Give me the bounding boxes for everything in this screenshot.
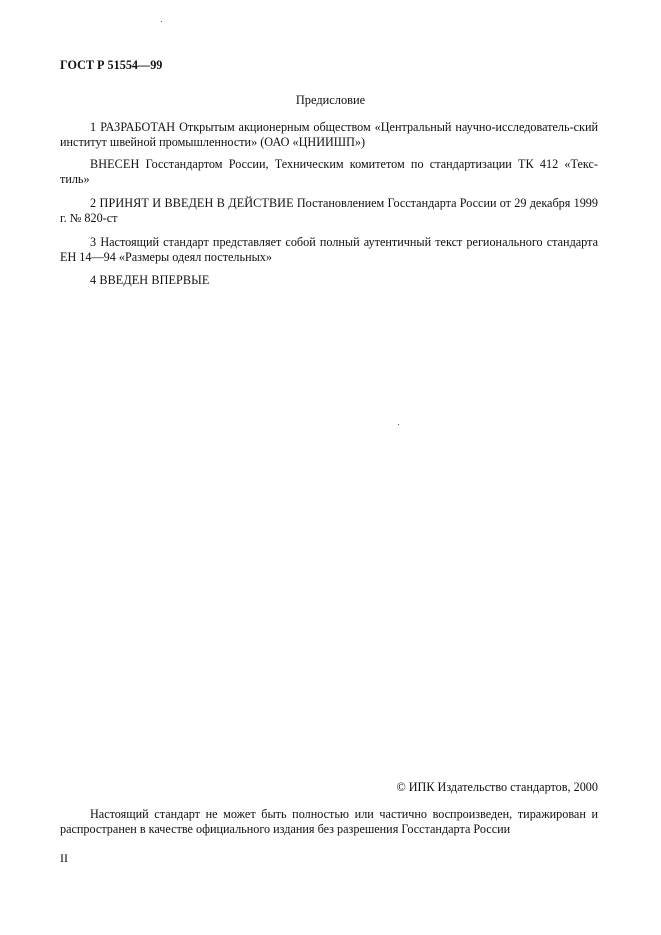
document-code: ГОСТ Р 51554—99 (60, 58, 163, 72)
paragraph-adopted (60, 196, 598, 226)
scan-speck (398, 424, 399, 425)
paragraph-first-introduced (60, 273, 598, 288)
page-number: II (60, 851, 68, 865)
section-title: Предисловие (295, 93, 366, 107)
paragraph-lead: 4 ВВЕДЕН ВПЕРВЫЕ (90, 273, 210, 287)
paragraph-text: Госстандартом России, Техническим комитетом по стандартизации ТК 412 «Текс-тиль» (60, 157, 598, 186)
paragraph-introduced (60, 157, 598, 187)
paragraph-authentic-text (60, 235, 598, 265)
reproduction-notice: Настоящий стандарт не может быть полностью или частично воспроизведен, тиражирован и распространен в качестве официального издания без разрешения Госстандарта России (60, 807, 598, 836)
paragraph-lead: 3 (90, 235, 97, 249)
paragraph-text: Настоящий стандарт представляет собой полный аутентичный текст регионального стандарта ЕН 14—94 «Размеры одеял постельных» (60, 235, 598, 264)
paragraph-text: Постановлением Госстандарта России от 29 декабря 1999 г. № 820-ст (60, 196, 598, 225)
paragraph-developed (60, 120, 598, 150)
scan-speck (161, 21, 162, 22)
copyright-line: © ИПК Издательство стандартов, 2000 (396, 780, 598, 794)
paragraph-lead: ВНЕСЕН (90, 157, 140, 171)
paragraph-text: Открытым акционерным обществом «Центральный научно-исследователь-ский институт швейной промышленности» (ОАО «ЦНИИШП») (60, 120, 599, 149)
paragraph-lead: 2 ПРИНЯТ И ВВЕДЕН В ДЕЙСТВИЕ (90, 196, 294, 210)
paragraph-lead: 1 РАЗРАБОТАН (90, 120, 176, 134)
